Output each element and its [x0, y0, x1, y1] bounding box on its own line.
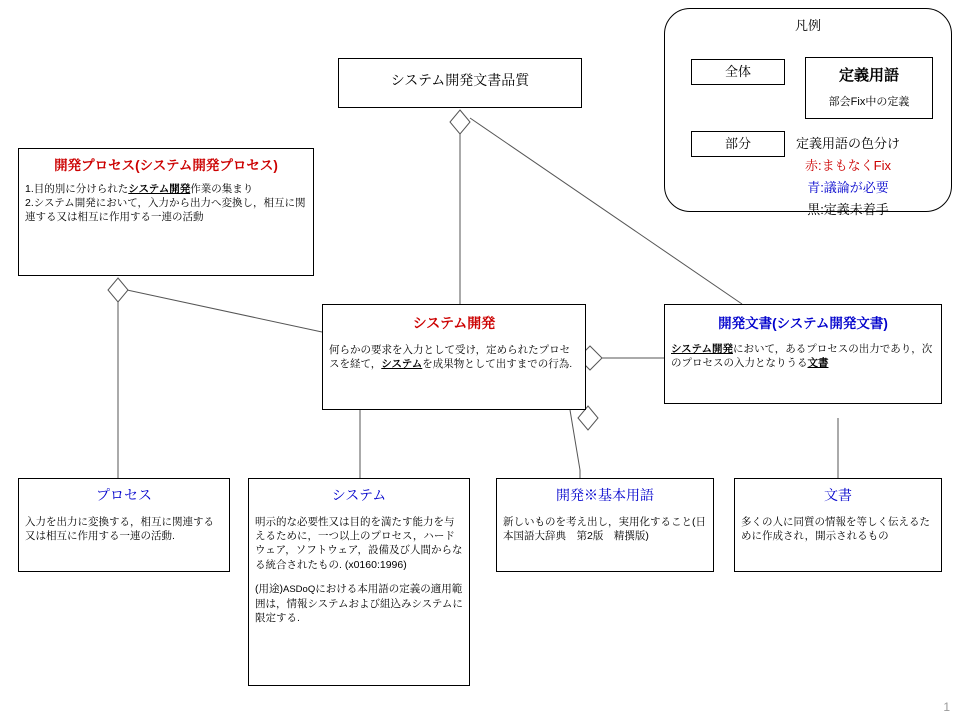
text-segment: を成果物として出すまでの行為. — [422, 358, 573, 371]
node-body: 多くの人に同質の情報を等しく伝えるために作成され，開示されるもの — [741, 516, 930, 543]
node-development[interactable] — [496, 478, 714, 572]
node-system[interactable] — [248, 478, 470, 686]
text-emphasis: システム — [381, 358, 423, 371]
node-development-process[interactable] — [18, 148, 314, 276]
text-segment: 明示的な必要性又は目的を満たす能力を与えるために，一つ以上のプロセス，ハードウェア，ソフトウェア，設備及び人間からなる統合されたもの. (x0160:1996) — [255, 516, 463, 571]
legend-term-box — [805, 57, 933, 119]
node-system-development-document-quality[interactable] — [338, 58, 582, 108]
aggregation-diamond-processdev — [108, 278, 128, 302]
text-segment: 1.目的別に分けられた — [25, 183, 129, 195]
node-body — [323, 335, 585, 375]
text-emphasis: 文書 — [807, 357, 829, 370]
node-title: システム開発 — [412, 315, 496, 331]
text-segment: (用途) — [255, 582, 283, 595]
text-segment: において，あるプロセスの出力であり，次のプロセスの入力となりうる — [671, 343, 933, 370]
node-body: 入力を出力に変換する，相互に関連する又は相互に作用する一連の活動. — [25, 516, 214, 543]
node-title: 開発プロセス(システム開発プロセス) — [54, 158, 278, 173]
text-segment: 何らかの要求を入力として受け，定められたプロセスを経て， — [329, 344, 571, 371]
node-development-document[interactable] — [664, 304, 942, 404]
legend-title: 凡例 — [794, 18, 821, 33]
node-title: 開発※基本用語 — [556, 487, 654, 503]
legend-term-sub: 部会Fix中の定義 — [828, 96, 910, 108]
legend-color-black: 黒:定義未着手 — [807, 202, 889, 217]
node-body — [665, 334, 941, 374]
legend-term-title: 定義用語 — [838, 67, 899, 84]
text-emphasis: システム開発 — [671, 343, 733, 355]
legend-part-box: 部分 — [691, 131, 785, 157]
legend-color-blue: 青:議論が必要 — [807, 180, 889, 195]
text-segment: 2.システム開発において，入力から出力へ変換し，相互に関連する又は相互に作用する一連の活動 — [25, 197, 306, 224]
aggregation-diamond-quality — [450, 110, 470, 134]
legend-whole-box: 全体 — [691, 59, 785, 85]
page-number: 1 — [943, 700, 950, 714]
text-segment: ASDoQ — [283, 583, 316, 595]
node-title: 開発文書(システム開発文書) — [718, 316, 888, 331]
node-title: プロセス — [96, 487, 152, 503]
node-document[interactable] — [734, 478, 942, 572]
text-emphasis: システム開発 — [128, 183, 191, 195]
node-body: 新しいものを考え出し，実用化すること(日本国語大辞典 第2版 精撰版) — [503, 516, 706, 543]
node-title: 文書 — [824, 487, 852, 503]
node-body — [19, 176, 313, 229]
text-segment: 作業の集まり — [190, 183, 254, 195]
node-title: システム開発文書品質 — [390, 72, 530, 88]
node-system-development[interactable] — [322, 304, 586, 410]
node-title: システム — [331, 487, 387, 503]
legend-panel — [664, 8, 952, 217]
node-body — [249, 507, 469, 629]
text-segment: における本用語の定義の適用範囲は，情報システムおよび組込みシステムに限定する. — [255, 582, 463, 624]
node-process[interactable] — [18, 478, 230, 572]
legend-color-heading: 定義用語の色分け — [795, 136, 900, 151]
legend-color-red: 赤:まもなくFix — [805, 158, 891, 173]
